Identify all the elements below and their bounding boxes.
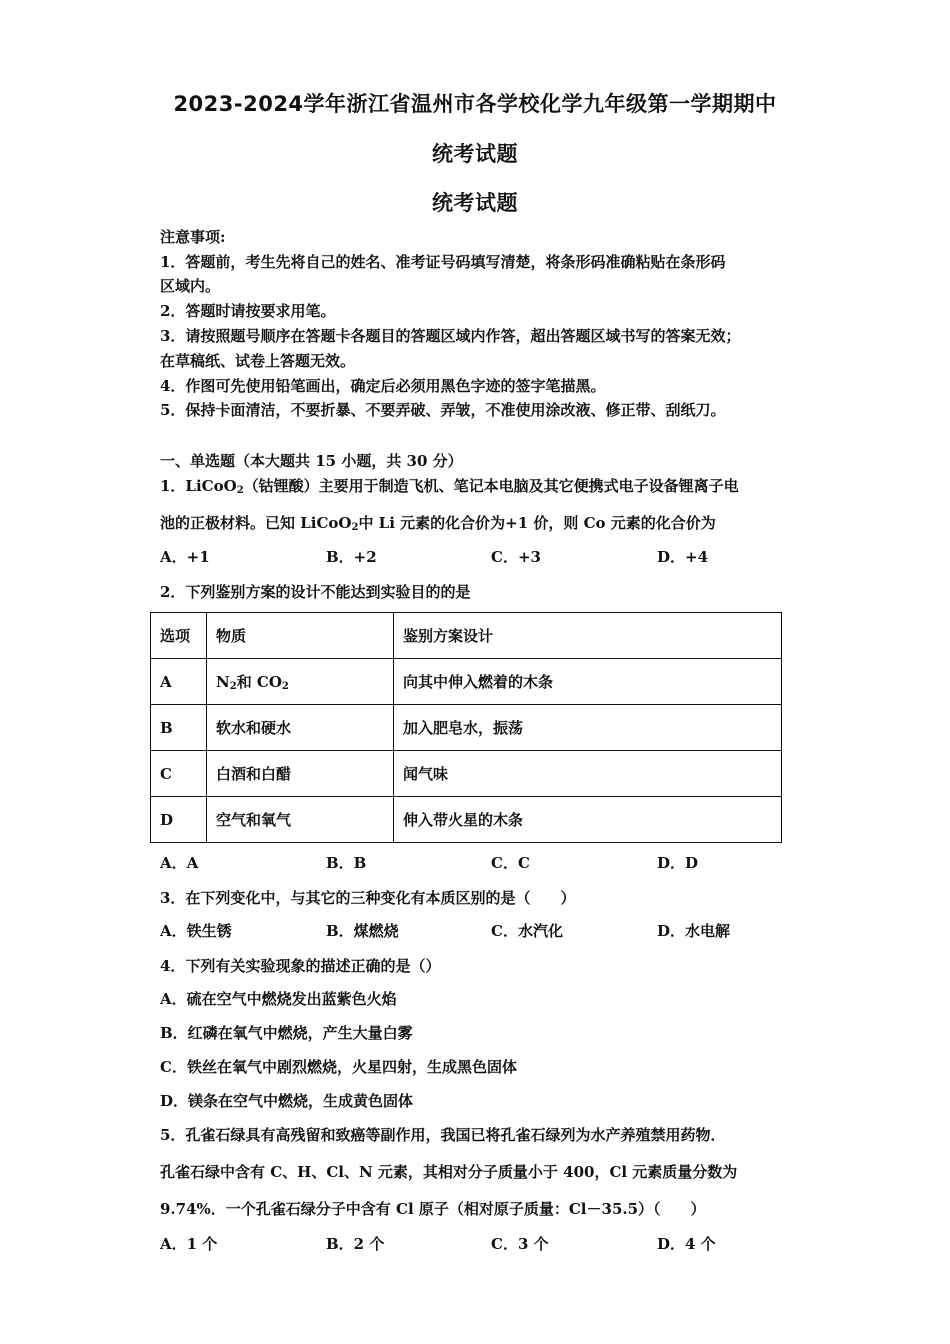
table-cell-substance bbox=[207, 659, 394, 705]
table-cell-method: 伸入带火星的木条 bbox=[394, 797, 782, 843]
q4-option-d: D．镁条在空气中燃烧，生成黄色固体 bbox=[160, 1092, 414, 1110]
q1-stem-line1 bbox=[160, 476, 739, 496]
subscript: 2 bbox=[229, 681, 237, 692]
table-cell-option: B bbox=[151, 705, 207, 751]
table-cell-method: 闻气味 bbox=[394, 751, 782, 797]
table-row bbox=[151, 751, 782, 797]
q2-option-b: B．B bbox=[326, 854, 367, 872]
notice-line: 1．答题前，考生先将自己的姓名、准考证号码填写清楚，将条形码准确粘贴在条形码 bbox=[160, 253, 726, 271]
exam-title-line1: 2023-2024学年浙江省温州市各学校化学九年级第一学期期中 bbox=[173, 92, 777, 116]
q3-option-b: B．煤燃烧 bbox=[326, 922, 399, 940]
q1-text: 池的正极材料。已知 LiCoO bbox=[160, 514, 352, 532]
notice-line: 2．答题时请按要求用笔。 bbox=[160, 302, 336, 320]
table-cell-method: 向其中伸入燃着的木条 bbox=[394, 659, 782, 705]
q4-option-a: A．硫在空气中燃烧发出蓝紫色火焰 bbox=[160, 990, 397, 1008]
q3-option-c: C．水汽化 bbox=[491, 922, 563, 940]
q5-option-b: B．2 个 bbox=[326, 1235, 385, 1253]
table-header-row bbox=[151, 613, 782, 659]
q5-option-c: C．3 个 bbox=[491, 1235, 549, 1253]
q5-stem-line2: 孔雀石绿中含有 C、H、Cl、N 元素，其相对分子质量小于 400，Cl 元素质量分数为 bbox=[160, 1163, 738, 1181]
exam-title-line3: 统考试题 bbox=[432, 191, 518, 215]
table-cell-option: C bbox=[151, 751, 207, 797]
subscript: 2 bbox=[351, 522, 359, 533]
q4-option-b: B．红磷在氧气中燃烧，产生大量白雾 bbox=[160, 1024, 413, 1042]
q3-option-a: A．铁生锈 bbox=[160, 922, 232, 940]
table-cell-method: 加入肥皂水，振荡 bbox=[394, 705, 782, 751]
q2-option-a: A．A bbox=[160, 854, 199, 872]
q1-option-a: A．+1 bbox=[160, 548, 210, 566]
q1-option-d: D．+4 bbox=[657, 548, 709, 566]
q5-option-d: D．4 个 bbox=[657, 1235, 716, 1253]
q3-option-d: D．水电解 bbox=[657, 922, 731, 940]
q2-table bbox=[150, 612, 782, 843]
q2-option-c: C．C bbox=[491, 854, 530, 872]
subscript: 2 bbox=[281, 681, 289, 692]
q4-stem: 4．下列有关实验现象的描述正确的是（） bbox=[160, 957, 441, 975]
table-cell-substance: 空气和氧气 bbox=[207, 797, 394, 843]
table-row bbox=[151, 797, 782, 843]
q1-text: 1．LiCoO bbox=[160, 477, 237, 495]
table-header-cell: 选项 bbox=[151, 613, 207, 659]
q2-stem: 2．下列鉴别方案的设计不能达到实验目的的是 bbox=[160, 583, 471, 601]
notice-line: 4．作图可先使用铅笔画出，确定后必须用黑色字迹的签字笔描黑。 bbox=[160, 377, 606, 395]
exam-title-line2: 统考试题 bbox=[432, 142, 518, 166]
subscript: 2 bbox=[236, 485, 244, 496]
q4-option-c: C．铁丝在氧气中剧烈燃烧，火星四射，生成黑色固体 bbox=[160, 1058, 517, 1076]
q5-stem-line1: 5．孔雀石绿具有高残留和致癌等副作用，我国已将孔雀石绿列为水产养殖禁用药物． bbox=[160, 1126, 726, 1144]
formula-text: N bbox=[216, 673, 230, 691]
notice-line: 5．保持卡面清洁，不要折暴、不要弄破、弄皱，不准使用涂改液、修正带、刮纸刀。 bbox=[160, 401, 726, 419]
formula-text: 和 CO bbox=[236, 673, 282, 691]
table-cell-substance: 软水和硬水 bbox=[207, 705, 394, 751]
q1-option-b: B．+2 bbox=[326, 548, 377, 566]
q1-text: 中 Li 元素的化合价为+1 价，则 Co 元素的化合价为 bbox=[358, 514, 716, 532]
notice-line: 3．请按照题号顺序在答题卡各题目的答题区域内作答，超出答题区域书写的答案无效； bbox=[160, 327, 741, 345]
q5-stem-line3: 9.74%．一个孔雀石绿分子中含有 Cl 原子（相对原子质量：Cl－35.5）（ ） bbox=[160, 1200, 706, 1218]
table-header-cell: 鉴别方案设计 bbox=[394, 613, 782, 659]
table-row bbox=[151, 659, 782, 705]
notice-line: 区域内。 bbox=[160, 277, 221, 295]
table-cell-option: A bbox=[151, 659, 207, 705]
q5-option-a: A．1 个 bbox=[160, 1235, 218, 1253]
table-header-cell: 物质 bbox=[207, 613, 394, 659]
table-cell-substance: 白酒和白醋 bbox=[207, 751, 394, 797]
q1-option-c: C．+3 bbox=[491, 548, 541, 566]
section-heading: 一、单选题（本大题共 15 小题，共 30 分） bbox=[160, 452, 463, 470]
q2-option-d: D．D bbox=[657, 854, 699, 872]
table-row bbox=[151, 705, 782, 751]
q3-stem: 3．在下列变化中，与其它的三种变化有本质区别的是（ ） bbox=[160, 889, 576, 907]
notice-heading: 注意事项: bbox=[160, 228, 226, 246]
table-cell-option: D bbox=[151, 797, 207, 843]
q1-text: （钴锂酸）主要用于制造飞机、笔记本电脑及其它便携式电子设备锂离子电 bbox=[243, 477, 739, 495]
q1-stem-line2 bbox=[160, 513, 716, 533]
notice-line: 在草稿纸、试卷上答题无效。 bbox=[160, 352, 356, 370]
